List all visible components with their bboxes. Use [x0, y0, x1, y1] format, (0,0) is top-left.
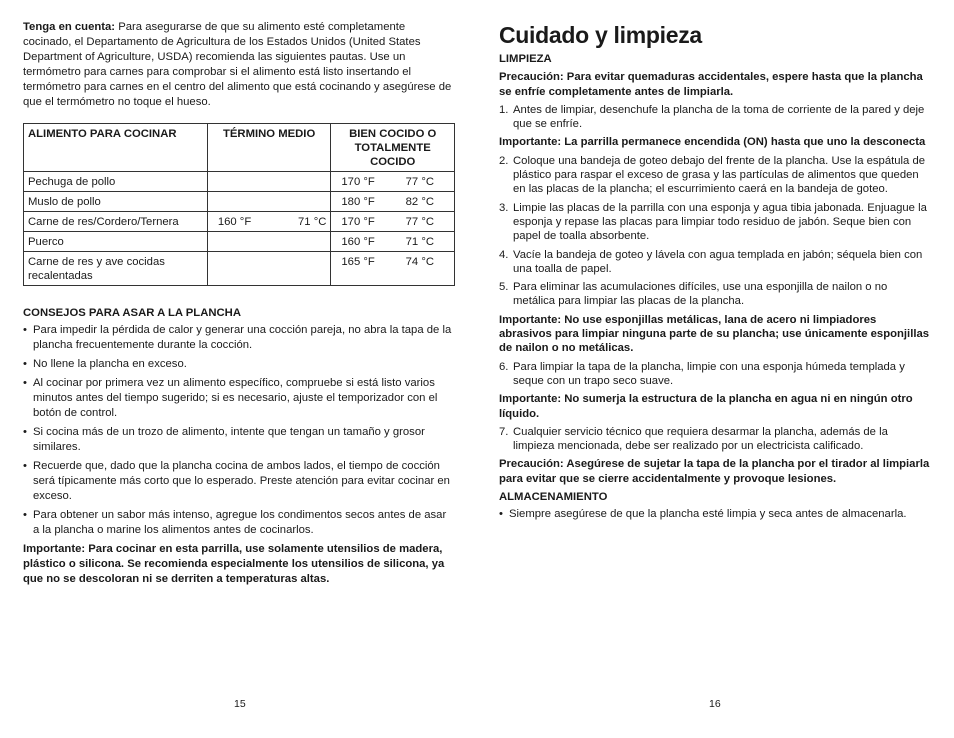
medium-f-value: 160 °F [217, 216, 252, 228]
food-name: Pechuga de pollo [28, 176, 116, 188]
step-text: Para limpiar la tapa de la plancha, limpie con una esponja húmeda templada y seque con un trapo seco suave. [513, 360, 905, 387]
done-c-value: 82 °C [405, 196, 434, 208]
food-name: Muslo de pollo [28, 196, 101, 208]
tip-item: • Recuerde que, dado que la plancha cocina de ambos lados, el tiempo de cocción será típicamente más corto que lo esperado. Preste atención para evitar cocinar en exceso. [23, 459, 455, 504]
important-power: Importante: La parrilla permanece encendida (ON) hasta que uno la desconecta [499, 136, 926, 149]
header-medium: TÉRMINO MEDIO [207, 124, 331, 172]
done-f-value: 170 °F [341, 176, 375, 188]
step-item [499, 154, 931, 197]
step-number: 6. [499, 360, 509, 373]
table-row [24, 232, 455, 252]
food-name: Carne de res/Cordero/Ternera [28, 216, 179, 228]
steps-list-1 [499, 103, 931, 132]
step-number: 5. [499, 281, 509, 294]
cleaning-content [499, 52, 931, 526]
page-title: Cuidado y limpieza [499, 22, 702, 48]
tip-item: • Para impedir la pérdida de calor y generar una cocción pareja, no abra la tapa de la plancha frecuentemente durante la cocción. [23, 323, 455, 353]
step-item [499, 201, 931, 244]
food-name: Carne de res y ave cocidas recalentadas [28, 256, 165, 282]
medium-temp-cell [207, 172, 331, 192]
well-done-temp-cell [331, 252, 455, 286]
step-item [499, 425, 931, 454]
step-text: Limpie las placas de la parrilla con una esponja y agua tibia jabonada. Enjuague la esponja y repase las placas para limpiar todo residuo de jabón. Seque bien con papel de toalla absorbente. [513, 201, 927, 243]
medium-temp-cell [207, 212, 331, 232]
well-done-temp-cell [331, 232, 455, 252]
tip-item: • No llene la plancha en exceso. [23, 357, 455, 372]
storage-heading: ALMACENAMIENTO [499, 491, 608, 504]
food-name: Puerco [28, 236, 64, 248]
caution-burns: Precaución: Para evitar quemaduras accidentales, espere hasta que la plancha se enfríe completamente antes de limpiarla. [499, 71, 923, 98]
step-number: 7. [499, 425, 509, 438]
done-c-value: 77 °C [405, 176, 434, 188]
table-row [24, 172, 455, 192]
important-no-metal: Importante: No use esponjillas metálicas, lana de acero ni limpiadores abrasivos para limpiar ninguna parte de su plancha; use únicamente esponjillas de nailon o no metálicas. [499, 313, 930, 355]
step-text: Coloque una bandeja de goteo debajo del frente de la plancha. Use la espátula de plástico para raspar el exceso de grasa y las partículas de alimentos que queden en las placas de la plancha; el escurrimiento caerá en la bandeja de goteo. [513, 154, 926, 196]
important-no-submerge: Importante: No sumerja la estructura de la plancha en agua ni en ningún otro líquido. [499, 393, 913, 420]
well-done-temp-cell [331, 172, 455, 192]
medium-c-value: 71 °C [298, 216, 327, 228]
step-number: 4. [499, 248, 509, 261]
steps-list-3 [499, 360, 931, 389]
steps-list-2 [499, 154, 931, 309]
step-item [499, 103, 931, 132]
important-utensils-note: Importante: Para cocinar en esta parrilla, use solamente utensilios de madera, plástico o silicona. Se recomienda especialmente los utensilios de silicona, ya que no se descoloran ni se derriten a temperaturas altas. [23, 543, 445, 585]
step-number: 3. [499, 201, 509, 214]
tip-item: • Al cocinar por primera vez un alimento específico, compruebe si está listo varios minutos antes del tiempo sugerido; si es necesario, ajuste el temporizador con el botón de control. [23, 376, 455, 421]
medium-temp-cell [207, 232, 331, 252]
step-text: Para eliminar las acumulaciones difíciles, use una esponjilla de nailon o no metálica para limpiar las placas de la plancha. [513, 281, 888, 308]
step-text: Vacíe la bandeja de goteo y lávela con agua templada en jabón; séquela bien con una toalla de papel. [513, 248, 923, 275]
caution-lid: Precaución: Asegúrese de sujetar la tapa de la plancha por el tirador al limpiarla para evitar que se cierre accidentalmente y provoque lesiones. [499, 458, 930, 485]
header-well-done: BIEN COCIDO O TOTALMENTE COCIDO [331, 124, 455, 172]
cleaning-heading: LIMPIEZA [499, 53, 552, 65]
food-cell [24, 232, 208, 252]
step-text: Antes de limpiar, desenchufe la plancha de la toma de corriente de la pared y deje que se enfríe. [513, 103, 925, 131]
step-number: 2. [499, 154, 509, 167]
medium-temp-cell [207, 252, 331, 286]
step-item [499, 248, 931, 277]
table-row [24, 252, 455, 286]
right-page [499, 0, 931, 738]
page-number-left: 15 [234, 698, 246, 710]
step-text: Cualquier servicio técnico que requiera desarmar la plancha, además de la limpieza mencionada, debe ser realizado por un electricista calificado. [513, 425, 888, 453]
food-cell [24, 192, 208, 212]
tip-item: • Para obtener un sabor más intenso, agregue los condimentos secos antes de asar a la plancha o marine los alimentos antes de cocinarlos. [23, 508, 455, 538]
table-row [24, 192, 455, 212]
note-paragraph [23, 20, 455, 110]
table-header-row [24, 124, 455, 172]
done-c-value: 77 °C [405, 216, 434, 228]
cooking-temperature-table [23, 123, 455, 286]
grilling-tips-section [23, 306, 455, 587]
storage-item: • Siempre asegúrese de que la plancha esté limpia y seca antes de almacenarla. [499, 507, 931, 521]
medium-temp-cell [207, 192, 331, 212]
storage-list [499, 507, 931, 521]
food-cell [24, 172, 208, 192]
tip-item: • Si cocina más de un trozo de alimento, intente que tengan un tamaño y grosor similares. [23, 425, 455, 455]
done-f-value: 170 °F [341, 216, 375, 228]
step-number: 1. [499, 103, 509, 116]
table-row [24, 212, 455, 232]
food-cell [24, 252, 208, 286]
tips-heading: CONSEJOS PARA ASAR A LA PLANCHA [23, 307, 241, 319]
done-f-value: 160 °F [341, 236, 375, 248]
step-item [499, 280, 931, 309]
note-text: Para asegurarse de que su alimento esté completamente cocinado, el Departamento de Agricultura de los Estados Unidos (United States Department of Agriculture, USDA) recomienda las siguientes pautas. Use un termómetro para carnes para comprobar si el alimento está listo insertando el termómetro para carnes en el centro del alimento que está cocinando y asegúrese de que el termómetro no toque el hueso. [23, 21, 452, 108]
done-c-value: 74 °C [405, 256, 434, 268]
well-done-temp-cell [331, 212, 455, 232]
step-item [499, 360, 931, 389]
done-c-value: 71 °C [405, 236, 434, 248]
page-number-right: 16 [709, 698, 721, 710]
food-cell [24, 212, 208, 232]
note-label: Tenga en cuenta: [23, 21, 116, 33]
done-f-value: 165 °F [341, 256, 375, 268]
well-done-temp-cell [331, 192, 455, 212]
left-page [23, 0, 455, 738]
header-food: ALIMENTO PARA COCINAR [24, 124, 208, 172]
tips-list [23, 323, 455, 538]
done-f-value: 180 °F [341, 196, 375, 208]
steps-list-4 [499, 425, 931, 454]
